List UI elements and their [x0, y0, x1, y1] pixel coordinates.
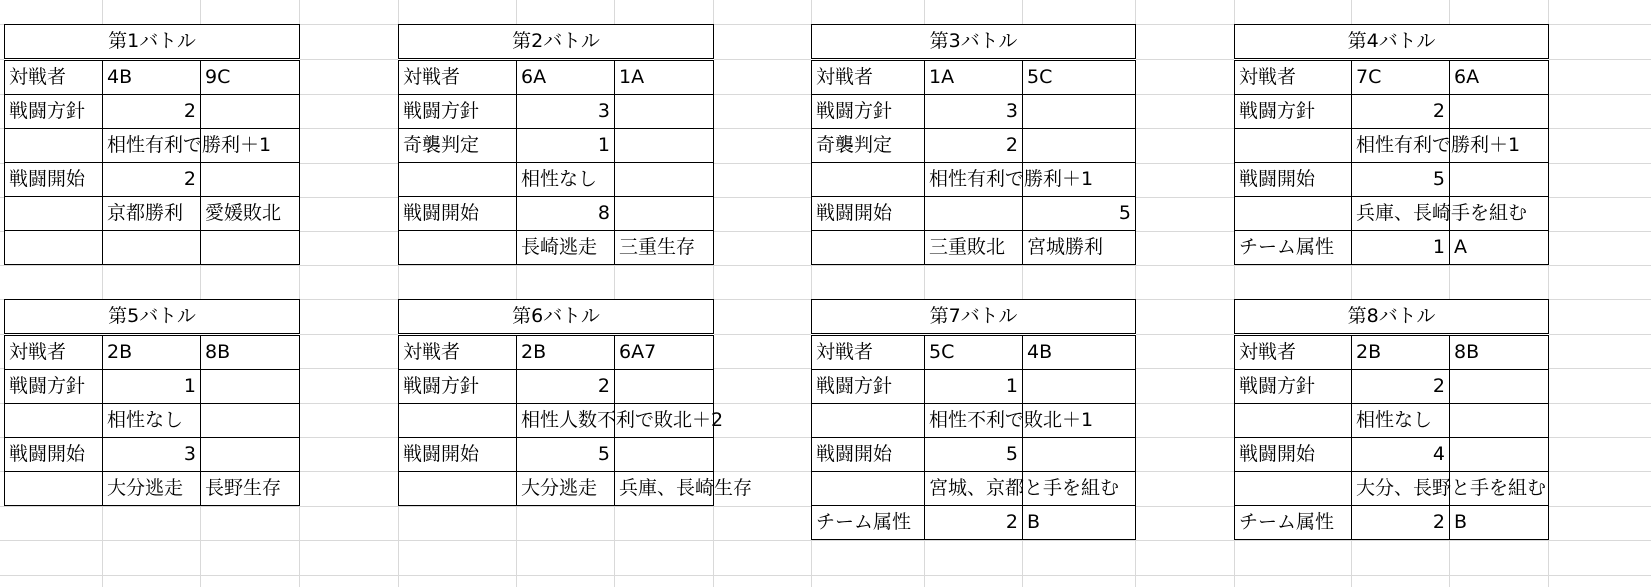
- cell[interactable]: 対戦者: [5, 335, 103, 370]
- table-row: [812, 404, 1136, 438]
- cell[interactable]: 相性有利で勝利＋1: [103, 129, 201, 163]
- table-row: [1235, 231, 1549, 265]
- cell[interactable]: [812, 404, 925, 438]
- battle-table-3: [811, 24, 1136, 265]
- table-row: [1235, 472, 1549, 506]
- cell[interactable]: 2: [1352, 506, 1450, 540]
- battle-table-8: [1234, 299, 1549, 540]
- table-row: [812, 163, 1136, 197]
- cell[interactable]: 宮城、京都と手を組む: [925, 472, 1023, 506]
- cell[interactable]: [615, 95, 714, 129]
- cell[interactable]: [399, 231, 517, 265]
- cell[interactable]: 3: [925, 95, 1023, 129]
- cell[interactable]: 2: [103, 95, 201, 129]
- table-row: [812, 472, 1136, 506]
- table-row: [812, 438, 1136, 472]
- cell[interactable]: [5, 129, 103, 163]
- cell[interactable]: 戦闘開始: [812, 438, 925, 472]
- table-row: [399, 404, 714, 438]
- cell[interactable]: 戦闘方針: [812, 95, 925, 129]
- table-row: [812, 95, 1136, 129]
- table-row: [5, 197, 300, 231]
- cell[interactable]: 戦闘開始: [1235, 163, 1352, 197]
- cell[interactable]: 4B: [1023, 335, 1136, 370]
- cell[interactable]: [1450, 163, 1549, 197]
- cell[interactable]: [103, 231, 201, 265]
- cell[interactable]: [812, 472, 925, 506]
- cell[interactable]: 対戦者: [399, 335, 517, 370]
- cell[interactable]: 1: [103, 370, 201, 404]
- cell[interactable]: 5C: [925, 335, 1023, 370]
- cell[interactable]: 宮城勝利: [1023, 231, 1136, 265]
- cell[interactable]: 対戦者: [812, 60, 925, 95]
- cell[interactable]: A: [1450, 231, 1549, 265]
- battle-title[interactable]: 第8バトル: [1235, 300, 1549, 335]
- cell[interactable]: 2: [517, 370, 615, 404]
- table-row: [812, 335, 1136, 370]
- battle-title[interactable]: 第1バトル: [5, 25, 300, 60]
- cell[interactable]: [1450, 370, 1549, 404]
- cell[interactable]: 戦闘開始: [5, 438, 103, 472]
- cell[interactable]: [615, 370, 714, 404]
- cell[interactable]: [1023, 95, 1136, 129]
- battle-title[interactable]: 第3バトル: [812, 25, 1136, 60]
- table-row: [1235, 506, 1549, 540]
- cell[interactable]: 愛媛敗北: [201, 197, 300, 231]
- battle-table-4: [1234, 24, 1549, 265]
- cell[interactable]: 対戦者: [1235, 60, 1352, 95]
- table-row: [1235, 438, 1549, 472]
- cell[interactable]: 2: [925, 129, 1023, 163]
- cell[interactable]: 京都勝利: [103, 197, 201, 231]
- table-row: [1235, 60, 1549, 95]
- cell[interactable]: 1A: [615, 60, 714, 95]
- cell[interactable]: 3: [517, 95, 615, 129]
- cell[interactable]: 相性不利で敗北＋1: [925, 404, 1023, 438]
- cell[interactable]: 1A: [925, 60, 1023, 95]
- cell[interactable]: [812, 231, 925, 265]
- cell[interactable]: 2: [1352, 370, 1450, 404]
- cell[interactable]: 対戦者: [399, 60, 517, 95]
- cell[interactable]: 大分、長野と手を組む: [1352, 472, 1450, 506]
- cell[interactable]: 2B: [517, 335, 615, 370]
- table-row: [5, 163, 300, 197]
- cell[interactable]: B: [1450, 506, 1549, 540]
- cell[interactable]: [925, 197, 1023, 231]
- cell[interactable]: [1450, 438, 1549, 472]
- table-row: [1235, 404, 1549, 438]
- cell[interactable]: 長野生存: [201, 472, 300, 506]
- cell[interactable]: 4: [1352, 438, 1450, 472]
- cell[interactable]: 8B: [1450, 335, 1549, 370]
- cell[interactable]: 戦闘開始: [5, 163, 103, 197]
- cell[interactable]: [1023, 129, 1136, 163]
- table-row: [1235, 95, 1549, 129]
- cell[interactable]: B: [1023, 506, 1136, 540]
- cell[interactable]: 奇襲判定: [812, 129, 925, 163]
- cell[interactable]: 2: [925, 506, 1023, 540]
- table-row: [1235, 197, 1549, 231]
- cell[interactable]: [5, 197, 103, 231]
- cell[interactable]: 2B: [1352, 335, 1450, 370]
- cell[interactable]: 戦闘開始: [812, 197, 925, 231]
- cell[interactable]: 相性なし: [517, 163, 615, 197]
- cell[interactable]: 兵庫、長崎生存: [615, 472, 714, 506]
- table-row: [399, 231, 714, 265]
- cell[interactable]: [1235, 129, 1352, 163]
- battle-table-2: [398, 24, 714, 265]
- table-row: [812, 60, 1136, 95]
- table-row: [399, 197, 714, 231]
- battle-title[interactable]: 第2バトル: [399, 25, 714, 60]
- cell[interactable]: 相性なし: [103, 404, 201, 438]
- battle-table-5: [4, 299, 300, 506]
- cell[interactable]: [201, 438, 300, 472]
- cell[interactable]: 2B: [103, 335, 201, 370]
- cell[interactable]: 2: [1352, 95, 1450, 129]
- table-row: [5, 231, 300, 265]
- cell[interactable]: 対戦者: [5, 60, 103, 95]
- cell[interactable]: 三重生存: [615, 231, 714, 265]
- cell[interactable]: [1235, 197, 1352, 231]
- battle-table-1: [4, 24, 300, 265]
- table-row: [5, 60, 300, 95]
- cell[interactable]: [1235, 404, 1352, 438]
- cell[interactable]: [5, 231, 103, 265]
- table-row: [812, 506, 1136, 540]
- table-row: [1235, 129, 1549, 163]
- cell[interactable]: 相性なし: [1352, 404, 1450, 438]
- cell[interactable]: [615, 129, 714, 163]
- cell[interactable]: [399, 472, 517, 506]
- cell[interactable]: [5, 472, 103, 506]
- cell[interactable]: 対戦者: [812, 335, 925, 370]
- battle-title[interactable]: 第6バトル: [399, 300, 714, 335]
- cell[interactable]: 1: [925, 370, 1023, 404]
- cell[interactable]: チーム属性: [1235, 506, 1352, 540]
- gridline: [0, 540, 1651, 541]
- table-row: [399, 129, 714, 163]
- cell[interactable]: 9C: [201, 60, 300, 95]
- cell[interactable]: 相性人数不利で敗北＋2: [517, 404, 615, 438]
- battle-title[interactable]: 第5バトル: [5, 300, 300, 335]
- table-row: [5, 472, 300, 506]
- cell[interactable]: 戦闘開始: [399, 197, 517, 231]
- cell[interactable]: 戦闘開始: [1235, 438, 1352, 472]
- cell[interactable]: 戦闘方針: [5, 370, 103, 404]
- table-row: [5, 335, 300, 370]
- cell[interactable]: [201, 95, 300, 129]
- table-row: [399, 95, 714, 129]
- cell[interactable]: 8B: [201, 335, 300, 370]
- cell[interactable]: 戦闘方針: [1235, 370, 1352, 404]
- cell[interactable]: 戦闘方針: [399, 95, 517, 129]
- table-row: [1235, 370, 1549, 404]
- cell[interactable]: 6A: [1450, 60, 1549, 95]
- cell[interactable]: [1023, 370, 1136, 404]
- cell[interactable]: 3: [103, 438, 201, 472]
- table-row: [399, 60, 714, 95]
- cell[interactable]: 奇襲判定: [399, 129, 517, 163]
- table-row: [5, 95, 300, 129]
- cell[interactable]: [399, 163, 517, 197]
- cell[interactable]: チーム属性: [812, 506, 925, 540]
- battle-title[interactable]: 第7バトル: [812, 300, 1136, 335]
- table-row: [399, 335, 714, 370]
- cell[interactable]: 7C: [1352, 60, 1450, 95]
- cell[interactable]: 8: [517, 197, 615, 231]
- cell[interactable]: 戦闘方針: [399, 370, 517, 404]
- table-row: [812, 231, 1136, 265]
- cell[interactable]: 戦闘方針: [812, 370, 925, 404]
- battle-title[interactable]: 第4バトル: [1235, 25, 1549, 60]
- table-row: [5, 404, 300, 438]
- cell[interactable]: 相性有利で勝利＋1: [1352, 129, 1450, 163]
- table-row: [399, 163, 714, 197]
- table-row: [5, 129, 300, 163]
- cell[interactable]: 4B: [103, 60, 201, 95]
- cell[interactable]: 大分逃走: [103, 472, 201, 506]
- cell[interactable]: 1: [517, 129, 615, 163]
- cell[interactable]: [1023, 438, 1136, 472]
- cell[interactable]: チーム属性: [1235, 231, 1352, 265]
- cell[interactable]: [5, 404, 103, 438]
- cell[interactable]: 5C: [1023, 60, 1136, 95]
- table-row: [812, 370, 1136, 404]
- table-row: [1235, 335, 1549, 370]
- cell[interactable]: [1450, 404, 1549, 438]
- cell[interactable]: [399, 404, 517, 438]
- cell[interactable]: 対戦者: [1235, 335, 1352, 370]
- cell[interactable]: [615, 438, 714, 472]
- cell[interactable]: 相性有利で勝利＋1: [925, 163, 1023, 197]
- gridline: [0, 265, 1651, 266]
- cell[interactable]: 6A7: [615, 335, 714, 370]
- cell[interactable]: [201, 231, 300, 265]
- table-row: [399, 438, 714, 472]
- cell[interactable]: 三重敗北: [925, 231, 1023, 265]
- battle-table-7: [811, 299, 1136, 540]
- cell[interactable]: 大分逃走: [517, 472, 615, 506]
- cell[interactable]: 戦闘方針: [1235, 95, 1352, 129]
- cell[interactable]: [201, 370, 300, 404]
- cell[interactable]: [1235, 472, 1352, 506]
- table-row: [812, 197, 1136, 231]
- battle-table-6: [398, 299, 753, 506]
- table-row: [812, 129, 1136, 163]
- cell[interactable]: 戦闘方針: [5, 95, 103, 129]
- cell[interactable]: 6A: [517, 60, 615, 95]
- cell[interactable]: 戦闘開始: [399, 438, 517, 472]
- table-row: [1235, 163, 1549, 197]
- cell[interactable]: 5: [925, 438, 1023, 472]
- cell[interactable]: 長崎逃走: [517, 231, 615, 265]
- cell[interactable]: 2: [103, 163, 201, 197]
- cell[interactable]: [201, 163, 300, 197]
- cell[interactable]: 兵庫、長崎手を組む: [1352, 197, 1450, 231]
- cell[interactable]: [812, 163, 925, 197]
- cell[interactable]: 5: [1023, 197, 1136, 231]
- table-row: [399, 370, 714, 404]
- cell[interactable]: [615, 163, 714, 197]
- table-row: [399, 472, 714, 506]
- gridline: [0, 575, 1651, 576]
- cell[interactable]: [615, 197, 714, 231]
- table-row: [5, 438, 300, 472]
- cell[interactable]: 5: [1352, 163, 1450, 197]
- table-row: [5, 370, 300, 404]
- cell[interactable]: 1: [1352, 231, 1450, 265]
- cell[interactable]: [201, 404, 300, 438]
- cell[interactable]: [1450, 95, 1549, 129]
- cell[interactable]: 5: [517, 438, 615, 472]
